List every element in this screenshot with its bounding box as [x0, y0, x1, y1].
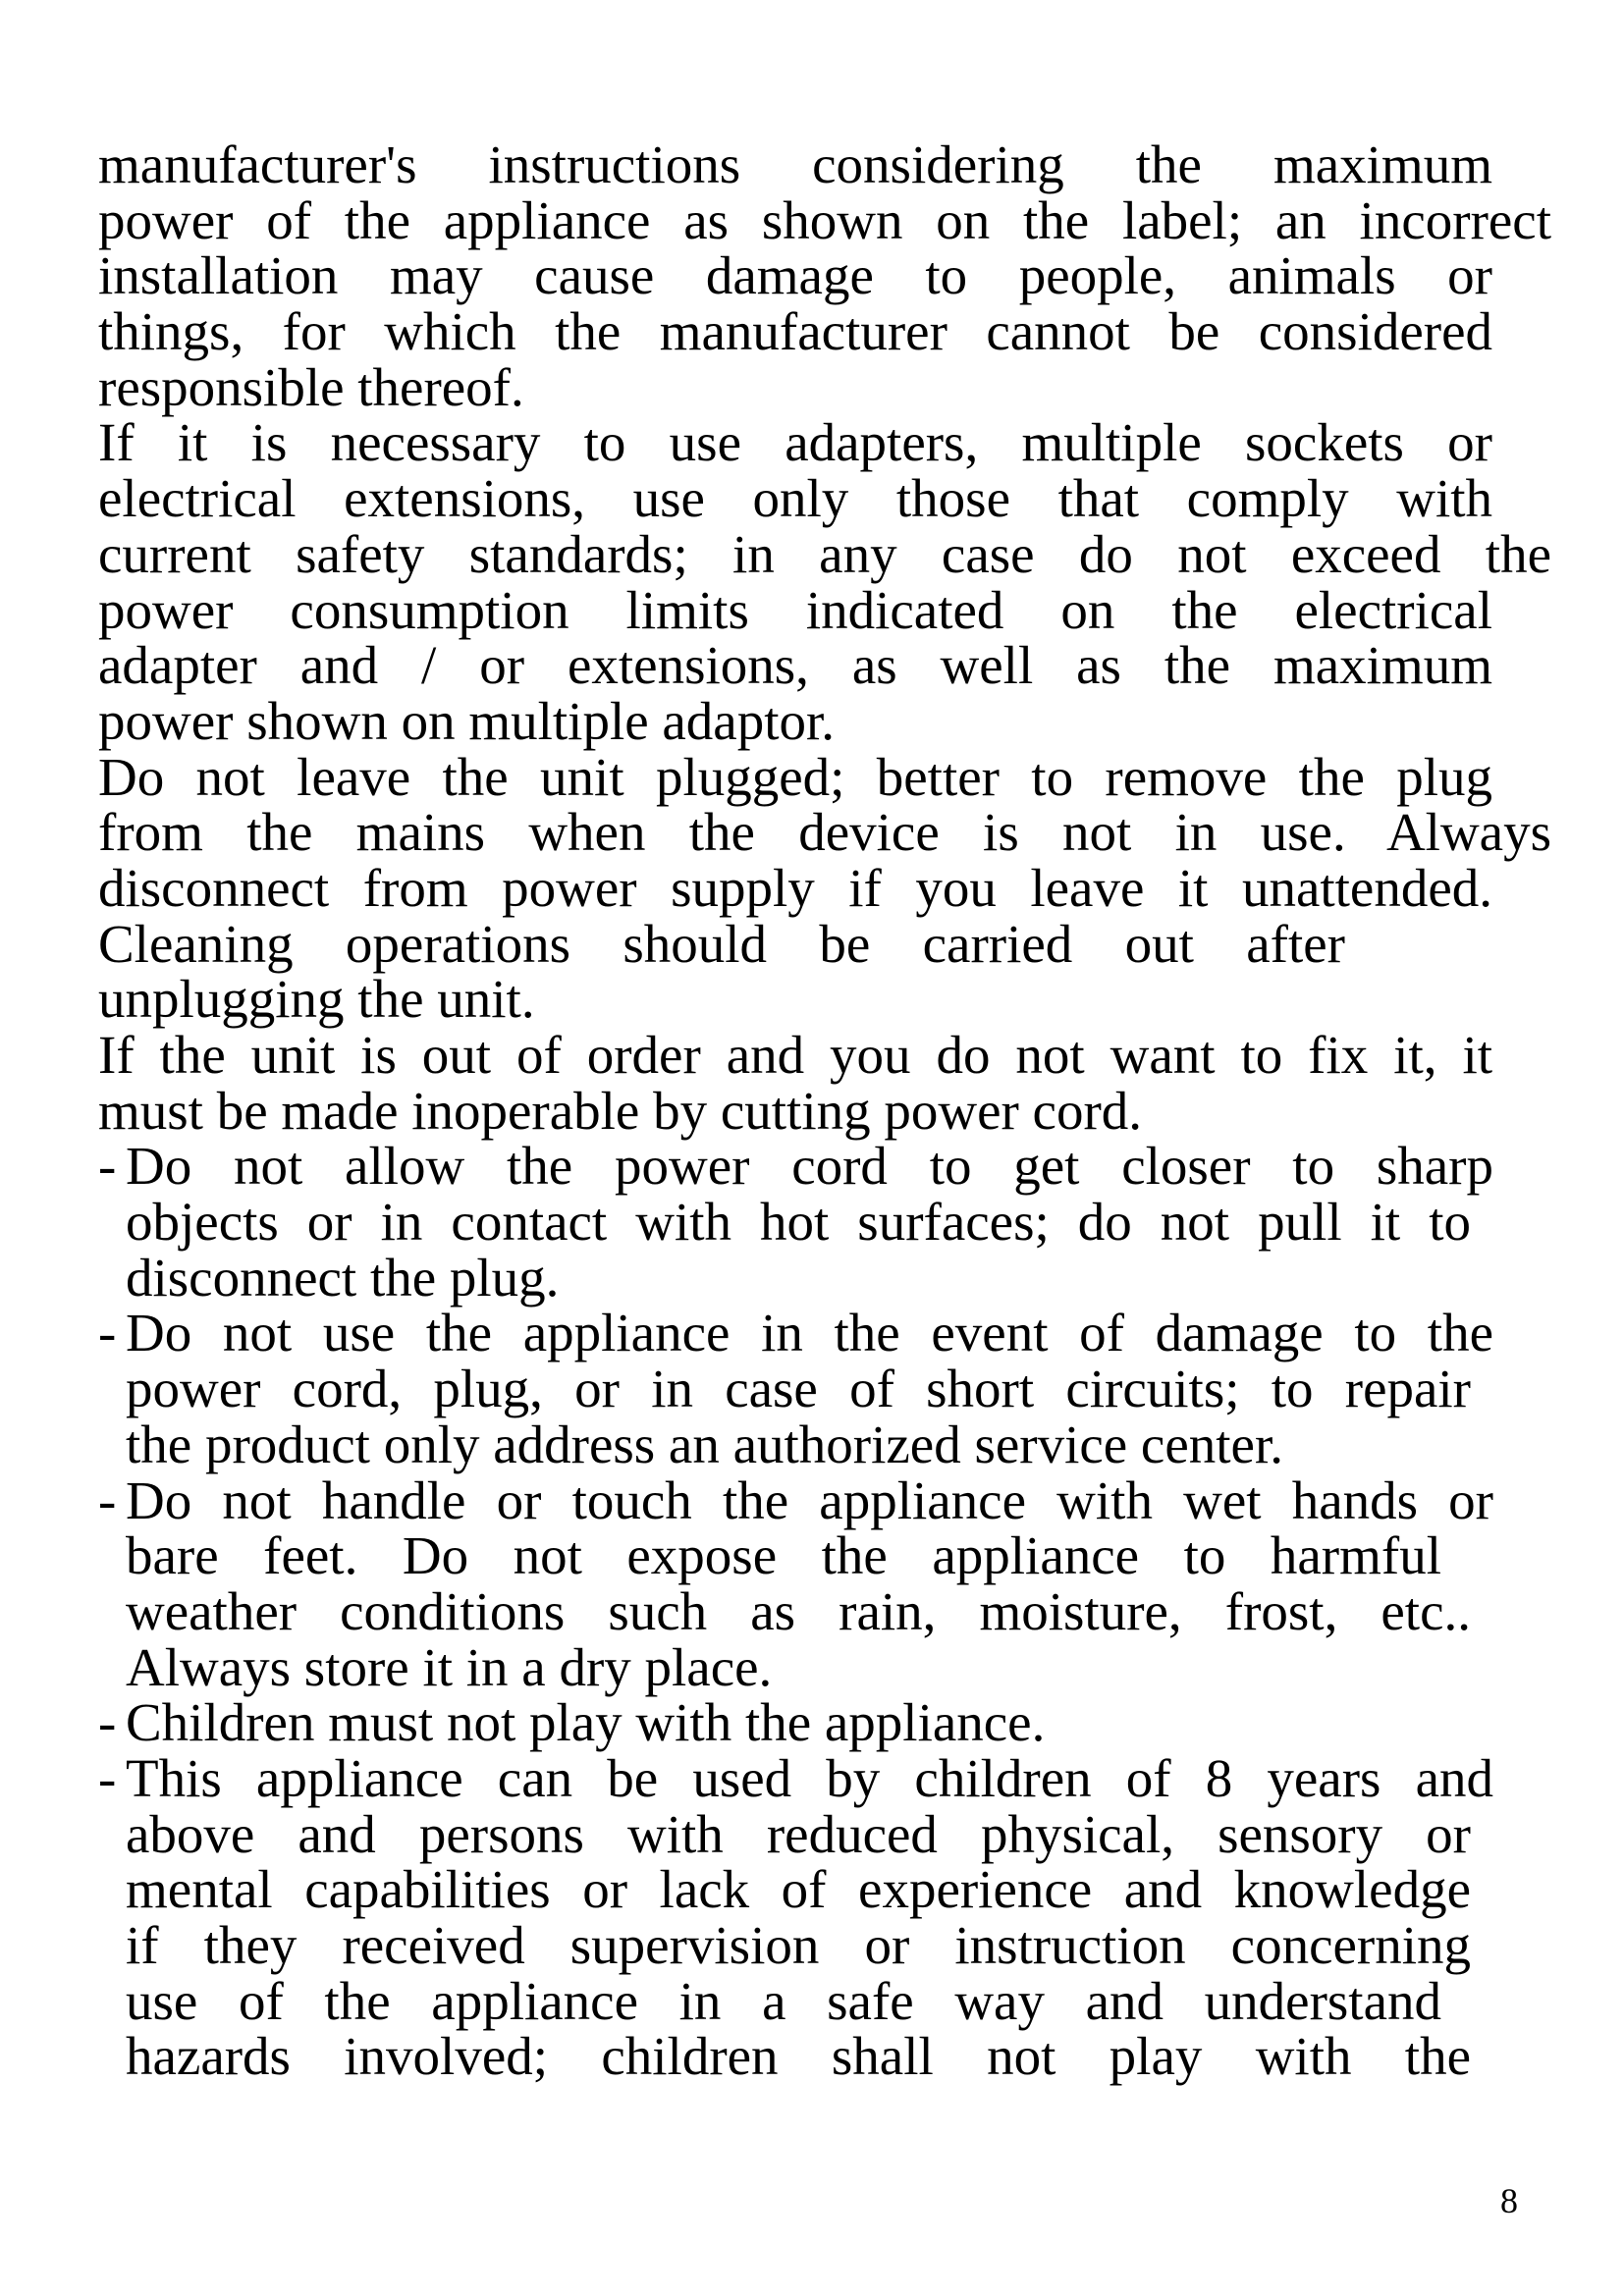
list-item-line	[98, 1136, 1493, 1197]
list-item-line	[98, 1359, 1471, 1419]
list-item-line	[98, 1192, 1471, 1253]
line-text: above and persons with reduced physical, sensory or	[126, 1803, 1471, 1864]
paragraph-line	[98, 1080, 1551, 1141]
line-text: responsible thereof.	[98, 356, 524, 417]
line-text: mental capabilities or lack of experience and knowledge	[126, 1859, 1471, 1920]
list-item-line	[98, 1970, 1441, 2031]
list-bullet-dash: -	[98, 1303, 117, 1363]
line-text: weather conditions such as rain, moisture, frost, etc..	[126, 1580, 1471, 1641]
list-item-line	[98, 2026, 1471, 2087]
list-item-line	[98, 1747, 1493, 1808]
list-item-line	[98, 1859, 1471, 1920]
line-text: objects or in contact with hot surfaces; do not pull it to	[126, 1192, 1471, 1253]
list-bullet-dash: -	[98, 1469, 117, 1530]
paragraph-line	[98, 969, 1551, 1030]
line-text: the product only address an authorized service center.	[126, 1414, 1283, 1474]
line-text: if they received supervision or instruction concerning	[126, 1915, 1471, 1975]
list-item-line	[98, 1303, 1493, 1363]
paragraph-line	[98, 579, 1492, 640]
paragraph-line	[98, 1025, 1492, 1085]
line-text: from the mains when the device is not in use. Always	[98, 802, 1551, 863]
body-text	[98, 134, 1551, 2087]
line-text: bare feet. Do not expose the appliance to harmful	[126, 1525, 1441, 1586]
line-text: unplugging the unit.	[98, 969, 535, 1030]
line-text: Always store it in a dry place.	[126, 1636, 773, 1697]
paragraph-line	[98, 189, 1551, 250]
line-text: Children must not play with the appliance.	[126, 1692, 1046, 1753]
line-text: If the unit is out of order and you do not want to fix it, it	[98, 1025, 1492, 1085]
list-item-line	[98, 1636, 1551, 1697]
line-text: Cleaning operations should be carried out after	[98, 913, 1345, 974]
line-text: power shown on multiple adaptor.	[98, 690, 836, 751]
line-text: adapter and / or extensions, as well as the maximum	[98, 635, 1492, 696]
list-item-line	[98, 1414, 1551, 1474]
paragraph-line	[98, 523, 1551, 584]
line-text: power consumption limits indicated on the electrical	[98, 579, 1492, 640]
line-text: Do not use the appliance in the event of damage to the	[126, 1303, 1493, 1363]
line-text: disconnect from power supply if you leave it unattended.	[98, 857, 1492, 918]
line-text: disconnect the plug.	[126, 1247, 560, 1308]
paragraph-line	[98, 857, 1492, 918]
list-item-line	[98, 1469, 1493, 1530]
line-text: Do not handle or touch the appliance with wet hands or	[126, 1469, 1493, 1530]
paragraph-line	[98, 356, 1551, 417]
line-text: This appliance can be used by children of 8 years and	[126, 1747, 1493, 1808]
line-text: manufacturer's instructions considering the maximum	[98, 134, 1492, 194]
paragraph-line	[98, 134, 1492, 194]
paragraph-line	[98, 690, 1551, 751]
paragraph-line	[98, 468, 1492, 529]
line-text: must be made inoperable by cutting power cord.	[98, 1080, 1143, 1141]
paragraph-line	[98, 301, 1492, 362]
line-text: installation may cause damage to people, animals or	[98, 245, 1492, 306]
line-text: If it is necessary to use adapters, multiple sockets or	[98, 412, 1492, 473]
list-item-line	[98, 1247, 1551, 1308]
line-text: power of the appliance as shown on the label; an incorrect	[98, 189, 1551, 250]
line-text: current safety standards; in any case do not exceed the	[98, 523, 1551, 584]
page-number: 8	[1500, 2181, 1518, 2220]
paragraph-line	[98, 635, 1492, 696]
list-item-line	[98, 1803, 1471, 1864]
list-item-line	[98, 1915, 1471, 1975]
list-bullet-dash: -	[98, 1747, 117, 1808]
paragraph-line	[98, 245, 1492, 306]
list-item-line	[98, 1580, 1471, 1641]
list-bullet-dash: -	[98, 1136, 117, 1197]
line-text: Do not leave the unit plugged; better to remove the plug	[98, 746, 1492, 807]
line-text: power cord, plug, or in case of short circuits; to repair	[126, 1359, 1471, 1419]
line-text: Do not allow the power cord to get closer to sharp	[126, 1136, 1493, 1197]
paragraph-line	[98, 802, 1551, 863]
list-item-line	[98, 1525, 1441, 1586]
paragraph-line	[98, 913, 1345, 974]
line-text: electrical extensions, use only those that comply with	[98, 468, 1492, 529]
line-text: use of the appliance in a safe way and understand	[126, 1970, 1441, 2031]
line-text: hazards involved; children shall not play with the	[126, 2026, 1471, 2087]
paragraph-line	[98, 412, 1492, 473]
list-item-line	[98, 1692, 1551, 1753]
paragraph-line	[98, 746, 1492, 807]
line-text: things, for which the manufacturer cannot be considered	[98, 301, 1492, 362]
list-bullet-dash: -	[98, 1692, 117, 1753]
